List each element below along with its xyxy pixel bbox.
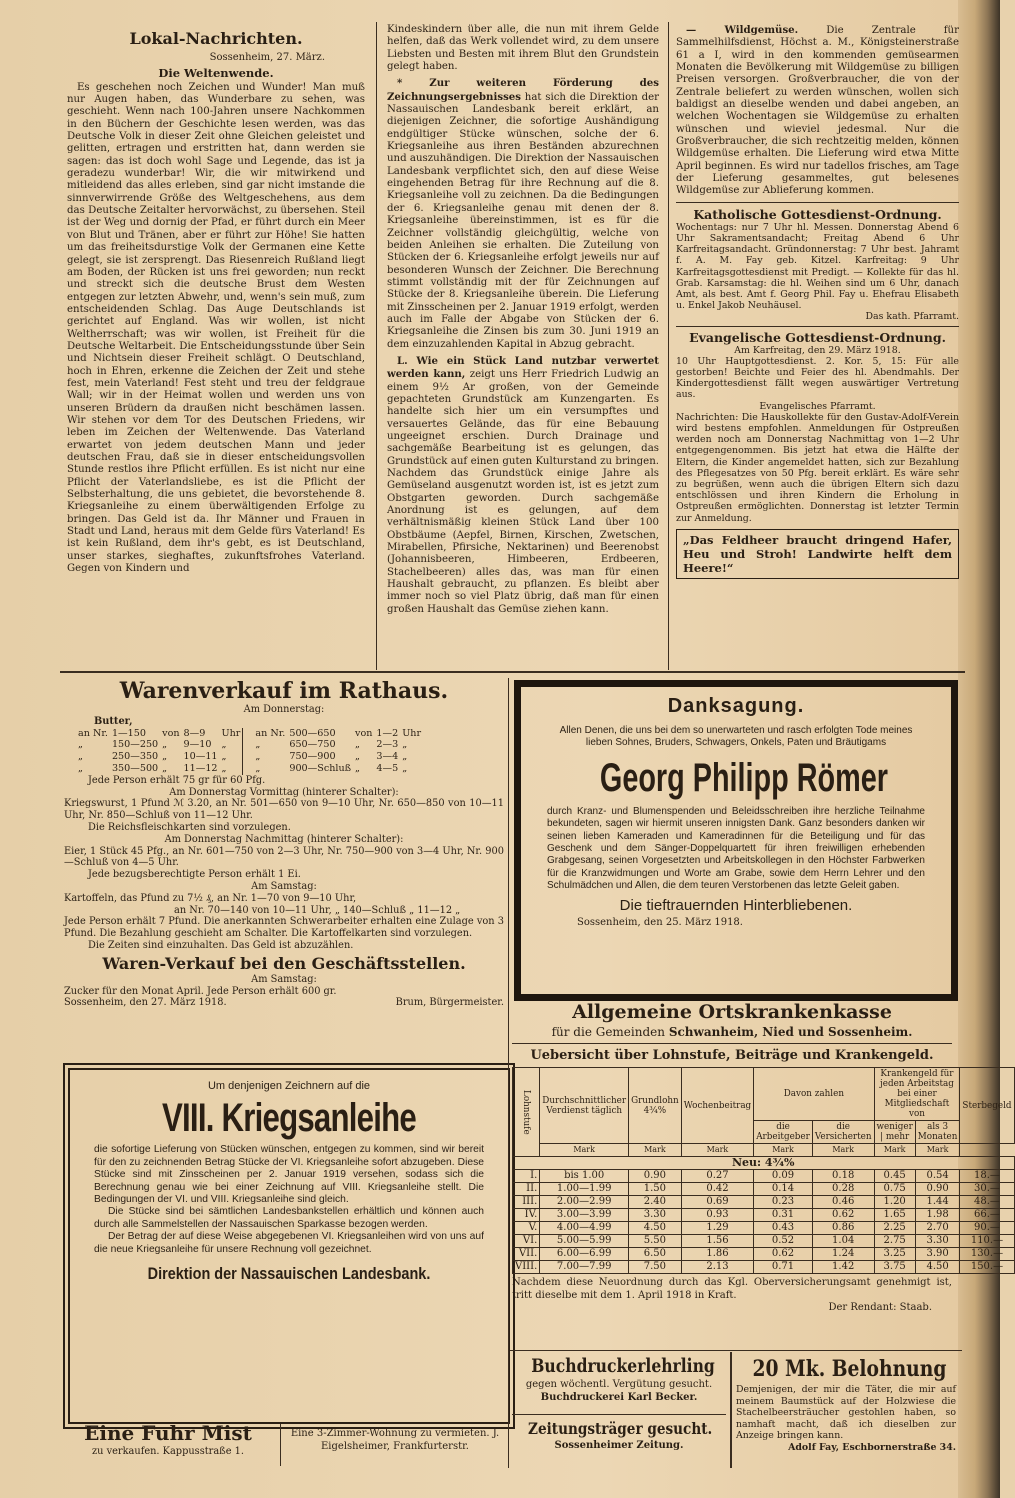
butter-cell: 11—12 <box>183 762 218 774</box>
aok-cell: 4.50 <box>915 1261 960 1274</box>
ev-title: Evangelische Gottesdienst-Ordnung. <box>689 329 946 345</box>
zeiten-note: Die Zeiten sind einzuhalten. Das Geld ist abzuzählen. <box>88 939 354 951</box>
zeitungstraeger-ad <box>512 1418 726 1466</box>
butter-cell: 650—750 <box>289 739 336 751</box>
aok-sub-pre: für die Gemeinden <box>551 1025 665 1039</box>
butter-row <box>76 763 423 775</box>
anleihe-sign: Direktion der Nassauischen Landesbank. <box>147 1264 431 1284</box>
waren-sub2: Am Donnerstag Vormittag (hinterer Schalter): <box>169 786 399 798</box>
aok-cell: 2.13 <box>681 1261 753 1274</box>
aok-table-title: Uebersicht über Lohnstufe, Beiträge und Krankengeld. <box>530 1048 934 1063</box>
article-body: Es geschehen noch Zeichen und Wunder! Man muß nur Augen haben, das Wunderbare zu sehen, was geschieht. Wenn nach 100-Jahren unsere Nachkommen in den Büchern der Geschichte lesen werden, was das Deutsche Volk in dieser Zeit ohne Gleichen geleistet und gelitten, ertragen und erstritten hat, dann werden sie sagen: das ist doch wohl Sage und Legende, das ist ja geradezu wunderbar! Wir, die wir mitwirkend und mitleidend das alles erleben, sind gar nicht imstande die sinnverwirrende Größe des Weltgeschehens, aus dem das Deutsche Zeitalter hervorwächst, zu übersehen. Steil ist der Weg und dornig der Pfad, er führt durch ein Meer von Blut und Tränen, aber er führt zur Höhe! Sie hatten um das freiheitsdurstige Volk der Germanen eine Kette gelegt, sie ist zersprengt. Das Riesenreich Rußland liegt am Boden, der Rücken ist uns frei geworden; nun reckt und streckt sich die deutsche Brust dem Westen entgegen zur letzten Abwehr, und, wenn's sein muß, zum entscheidenden Schlag. Das Auge Deutschlands ist gerichtet auf England. Was wir wollen, ist nicht Weltherrschaft; was wir wollen, ist Freiheit für die Deutsche Weltarbeit. Die Entscheidungsstunde über Sein und Nichtsein dieser Freiheit schlägt. O Deutschland, hoch in Ehren, erkenne die Zeichen der Zeit und stehe fest, mein Vaterland! Fest steht und treu der feldgraue Wall; wir in der Heimat wollen und werden uns von unseren Brüdern da draußen nicht beschämen lassen. Wir stehen vor dem Tor des Deutschen Friedens, wir leben im Zeichen der Weltenwende. Das Vaterland erwartet von jedem deutschen Mann und jeder deutschen Frau, daß sie in dieser entscheidungsvollen Stunde restlos ihre Pflicht erfüllen. Es ist nicht nur eine Pflicht der Vaterlandsliebe, es ist die Pflicht der Selbsterhaltung, die uns gebietet, die bevorstehende 8. Kriegsanleihe zu einem überwältigenden Erfolge zu bringen. Das Geld ist da. Ihr Männer und Frauen in Stadt und Land, heraus mit dem Gelde fürs Vaterland! Es ist kein Rußland, dem ihr's gebt, es ist Deutschland, unser starkes, sieghaftes, zukunftsfrohes Vaterland. Gegen von Kindern und <box>67 81 365 575</box>
unit-mark: Mark <box>754 1144 813 1157</box>
aok-subtitle <box>512 1024 952 1040</box>
aok-cell: 0.45 <box>874 1170 915 1183</box>
butter-note: Jede Person erhält 75 gr für 60 Pfg. <box>88 774 266 786</box>
aok-row <box>513 1196 1015 1209</box>
waren-signature <box>64 997 504 1009</box>
butter-cell: 750—900 <box>289 751 336 763</box>
aok-cell: 0.86 <box>812 1222 874 1235</box>
aok-cell: 3.90 <box>915 1248 960 1261</box>
aok-cell: 0.43 <box>754 1222 813 1235</box>
dank-name: Georg Philipp Römer <box>599 755 888 800</box>
col-krankengeld: Krankengeld für jeden Arbeitstag bei einer Mitgliedschaft von <box>874 1068 960 1121</box>
eier-note: Jede bezugsberechtigte Person erhält 1 Ei. <box>88 869 301 881</box>
waren-sub4: Am Samstag: <box>251 880 317 892</box>
kartoffel-line1: Kartoffeln, das Pfund zu 7½ ₰, an Nr. 1—70 von 9—10 Uhr, <box>64 892 357 904</box>
butter-cell: Uhr <box>402 727 422 739</box>
aok-cell: 1.04 <box>812 1235 874 1248</box>
aok-cell: 0.28 <box>812 1183 874 1196</box>
aok-cell: 1.65 <box>874 1209 915 1222</box>
aok-cell: 1.56 <box>681 1235 753 1248</box>
section-divider <box>60 671 965 673</box>
col-sterbegeld: Sterbegeld <box>960 1068 1014 1144</box>
zucker-text: Zucker für den Monat April. Jede Person erhält 600 gr. <box>64 985 337 997</box>
col-monate: als 3 Monaten <box>915 1121 960 1144</box>
section-title: Lokal-Nachrichten. <box>129 29 303 48</box>
aok-title: Allgemeine Ortskrankenkasse <box>572 1001 892 1023</box>
aok-cell: 3.30 <box>629 1209 682 1222</box>
aok-cell: 6.50 <box>629 1248 682 1261</box>
anleihe-title: VIII. Kriegsanleihe <box>162 1096 416 1141</box>
unit-mark: Mark <box>915 1144 960 1157</box>
aok-cell: 0.75 <box>874 1183 915 1196</box>
unit-mark: Mark <box>540 1144 629 1157</box>
lehrling-sub: gegen wöchentl. Vergütung gesucht. <box>525 1379 713 1390</box>
aok-cell: 1.42 <box>812 1261 874 1274</box>
ad-divider <box>512 1414 726 1415</box>
butter-cell: 9—10 <box>183 739 212 751</box>
aok-cell: 0.18 <box>812 1170 874 1183</box>
article-title: Die Weltenwende. <box>158 66 274 81</box>
aok-cell: 0.62 <box>754 1248 813 1261</box>
butter-cell: 150—250 <box>111 739 159 751</box>
butter-cell: 10—11 <box>183 751 218 763</box>
aok-cell: bis 1.00 <box>540 1170 629 1183</box>
column-middle <box>387 24 659 666</box>
butter-cell: „ <box>221 762 227 774</box>
butter-row <box>76 728 423 740</box>
aok-cell: 18.— <box>960 1170 1014 1183</box>
kartoffel-note: Jede Person erhält 7 Pfund. Die anerkannten Schwerarbeiter erhalten eine Zulage von 3 Pfund. Die Bezahlung geschieht am Schalter. Die Kartoffelkarten sind vorzulegen. <box>64 916 504 940</box>
butter-cell: 350—500 <box>111 762 159 774</box>
dank-title: Danksagung. <box>667 695 805 717</box>
aok-ad <box>512 1000 1012 1345</box>
aok-cell: 0.71 <box>754 1261 813 1274</box>
butter-cell: 2—3 <box>376 739 399 751</box>
divider <box>512 1043 952 1044</box>
aok-cell: VI. <box>513 1235 540 1248</box>
aok-cell: 0.14 <box>754 1183 813 1196</box>
butter-cell: „ <box>221 751 227 763</box>
butter-cell: 3—4 <box>376 751 399 763</box>
article-continued: Kindeskindern über alle, die nun mit ihrem Gelde helfen, daß das Werk vollendet wird, zu dem unsere Liebsten und Besten mit ihrem Blut den Grundstein gelegt haben. <box>387 24 659 73</box>
col-grundlohn: Grundlohn 4¾% <box>629 1068 682 1144</box>
butter-cell: 900—Schluß <box>289 762 352 774</box>
butter-cell: 500—650 <box>289 727 336 739</box>
aok-cell: 0.46 <box>812 1196 874 1209</box>
dank-body: durch Kranz- und Blumenspenden und Beleidsschreiben ihre herzliche Teilnahme bekundeten, sagen wir hiermit unseren innigsten Dank. Ganz besonders danken wir seinen lieben Kameraden und Kameradinnen für die Beteiligung und für das Geschenk und dem Sänger-Doppelquartett für ihren freiwilligen erhebenden Grabgesang, seinen Vorgesetzten und Arbeitskollegen in den Höchster Farbwerken für die Kranzwidmungen und Worte am Grabe, sowie dem Herrn Lehrer und den Schulmädchen und Allen, die dem teuren Verstorbenen das letzte Geleit gaben. <box>547 805 925 892</box>
anleihe-body3: Der Betrag der auf diese Weise abgegebenen VI. Kriegsanleihen wird von uns auf die neue Kriegsanleihe für unsere Rechnung voll gezeichnet. <box>94 1231 484 1255</box>
butter-cell: „ <box>243 739 287 751</box>
wildgemuese-lead: — Wildgemüse. <box>686 24 799 36</box>
aok-cell: 30.— <box>960 1183 1014 1196</box>
belohnung-ad <box>736 1354 956 1468</box>
butter-table <box>76 728 423 775</box>
aok-cell: 3.30 <box>915 1235 960 1248</box>
aok-table <box>512 1067 1015 1274</box>
waren-sign-place: Sossenheim, den 27. März 1918. <box>64 997 227 1009</box>
waren-sign-name: Brum, Bürgermeister. <box>395 997 504 1009</box>
aok-cell: 3.75 <box>874 1261 915 1274</box>
aok-cell: 2.40 <box>629 1196 682 1209</box>
aok-cell: 0.09 <box>754 1170 813 1183</box>
aok-cell: 1.24 <box>812 1248 874 1261</box>
lehrling-ad <box>512 1354 726 1412</box>
section-divider <box>510 1350 962 1351</box>
aok-cell: 3.25 <box>874 1248 915 1261</box>
ev-date: Am Karfreitag, den 29. März 1918. <box>734 344 901 356</box>
aok-cell: 130.— <box>960 1248 1014 1261</box>
aok-cell: 7.50 <box>629 1261 682 1274</box>
butter-cell: „ <box>402 762 408 774</box>
unit-mark: Mark <box>812 1144 874 1157</box>
aok-cell: 0.69 <box>681 1196 753 1209</box>
dank-intro: Allen Denen, die uns bei dem so unerwarteten und rasch erfolgten Tode meines lieben Sohnes, Bruders, Schwagers, Onkels, Paten und Bräutigams <box>559 725 913 749</box>
mist-title: Eine Fuhr Mist <box>84 1421 252 1445</box>
butter-cell: „ <box>162 762 168 774</box>
unit-mark: Mark <box>874 1144 915 1157</box>
aok-cell: 7.00—7.99 <box>540 1261 629 1274</box>
aok-cell: 0.90 <box>629 1170 682 1183</box>
butter-row <box>76 739 423 751</box>
aok-cell: VIII. <box>513 1261 540 1274</box>
aok-row <box>513 1235 1015 1248</box>
butter-cell: „ <box>355 751 361 763</box>
kriegsanleihe-ad <box>63 1063 515 1429</box>
aok-cell: VII. <box>513 1248 540 1261</box>
butter-cell: 8—9 <box>183 727 206 739</box>
belohnung-body: Demjenigen, der mir die Täter, die mir auf meinem Baumstück auf der Holzwiese die Stachelbeersträucher gestohlen haben, so namhaft macht, daß ich dieselben zur Anzeige bringen kann. <box>736 1384 956 1441</box>
eier-text: Eier, 1 Stück 45 Pfg., an Nr. 601—750 von 2—3 Uhr, Nr. 750—900 von 3—4 Uhr, Nr. 900—Schluß von 4—5 Uhr. <box>64 845 504 869</box>
wurst-note: Die Reichsfleischkarten sind vorzulegen. <box>88 821 291 833</box>
aok-cell: 0.52 <box>754 1235 813 1248</box>
lehrling-sign: Buchdruckerei Karl Becker. <box>540 1392 698 1403</box>
mist-sub: zu verkaufen. Kappusstraße 1. <box>92 1446 244 1457</box>
wurst-text: Kriegswurst, 1 Pfund ℳ 3.20, an Nr. 501—650 von 9—10 Uhr, Nr. 650—850 von 10—11 Uhr, Nr. 850—Schluß von 11—12 Uhr. <box>64 798 504 822</box>
aok-cell: 90.— <box>960 1222 1014 1235</box>
waren-sub3: Am Donnerstag Nachmittag (hinterer Schalter): <box>164 833 404 845</box>
wildgemuese-body: Die Zentrale für Sammelhilfsdienst, Höchst a. M., Königsteinerstraße 61 a I, wird in den kommenden gemüsearmen Monaten die Bevölkerung mit Wildgemüse zu billigen Preisen versorgen. Großverbraucher, die von der Zentrale beliefert zu werden wünschen, wollen sich baldigst an dieselbe wenden und dabei angeben, an welchen Wochentagen sie Wildgemüse zu erhalten wünschen und wieviel jedesmal. Nur die Großverbraucher, die sich rechtzeitig melden, können Wildgemüse erhalten. Die Lieferung wird etwa Mitte April beginnen. Es wird nur tadellos frisches, am Tage der Lieferung gesammeltes, gut belesenes Wildgemüse zur Ablieferung kommen. <box>676 25 959 197</box>
column-divider <box>376 22 377 670</box>
butter-cell: „ <box>402 751 408 763</box>
belohnung-sign: Adolf Fay, Eschbornerstraße 34. <box>788 1441 956 1453</box>
aok-neu: Neu: 4¾% <box>513 1157 1015 1170</box>
aok-cell: 1.98 <box>915 1209 960 1222</box>
butter-cell: an Nr. <box>78 727 108 739</box>
aok-cell: 2.25 <box>874 1222 915 1235</box>
butter-cell: von <box>355 727 373 739</box>
aok-cell: 0.90 <box>915 1183 960 1196</box>
waren-title2: Waren-Verkauf bei den Geschäftsstellen. <box>102 953 466 973</box>
butter-cell: an Nr. <box>243 728 287 740</box>
column-divider <box>668 22 669 670</box>
aok-cell: 1.20 <box>874 1196 915 1209</box>
warenverkauf-notice <box>64 678 504 1056</box>
col-wochenbeitrag: Wochenbeitrag <box>681 1068 753 1144</box>
butter-cell: „ <box>78 762 83 774</box>
aok-cell: 66.— <box>960 1209 1014 1222</box>
butter-row <box>76 751 423 763</box>
anleihe-top: Um denjenigen Zeichnern auf die <box>207 1080 371 1092</box>
col-versicherte: die Versicherten <box>812 1121 874 1144</box>
column-lokal-nachrichten <box>67 30 365 666</box>
kath-body: Wochentags: nur 7 Uhr hl. Messen. Donnerstag Abend 6 Uhr Sakramentsandacht; Freitag Abend 6 Uhr Karfreitagsandacht. Gründonnerstag: 7 Uhr best. Jahramt f. A. M. Fay geb. Kitzel. Karfreitag: 9 Uhr Karfreitagsgottesdienst mit Predigt. — Kollekte für das hl. Grab. Karsamstag: die hl. Weihen sind um 6 Uhr, danach Amt, als best. Amt f. Georg Phil. Fay u. Ehefrau Elisabeth u. Enkel Jakob Neuhäusel. <box>676 221 959 312</box>
butter-cell: 1—150 <box>111 727 146 739</box>
aok-cell: 1.00—1.99 <box>540 1183 629 1196</box>
aok-cell: V. <box>513 1222 540 1235</box>
aok-cell: I. <box>513 1170 540 1183</box>
belohnung-title: 20 Mk. Belohnung <box>752 1356 947 1382</box>
mist-ad <box>62 1420 274 1468</box>
butter-cell: Uhr <box>221 727 241 739</box>
aok-cell: 4.50 <box>629 1222 682 1235</box>
butter-cell: „ <box>78 751 83 763</box>
aok-cell: 2.70 <box>915 1222 960 1235</box>
article-zeichnung-lead: * Zur weiteren Förderung des Zeichnungsergebnisses <box>387 77 659 103</box>
ev-body: 10 Uhr Hauptgottesdienst. 2. Kor. 5, 15: Für alle gestorben! Beichte und Feier des hl. Abendmahls. Der Kindergottesdienst fällt wegen auswärtiger Vertretung aus. <box>676 355 959 401</box>
dank-place: Sossenheim, den 25. März 1918. <box>577 916 743 928</box>
butter-label: Butter, <box>94 715 133 727</box>
aok-cell: 0.27 <box>681 1170 753 1183</box>
article-land-body: zeigt uns Herr Friedrich Ludwig an einem 9½ Ar großen, von der Gemeinde gepachteten Grundstück am Kunzengarten. Es handelte sich hier um ein versumpftes und versauertes Gelände, das für eine Bebauung ungeeignet erschien. Durch Drainage und sachgemäße Bearbeitung ist es gelungen, das Grundstück auf einen guten Kulturstand zu bringen. Nachdem das Grundstück einige Jahre als Gemüseland ausgenutzt worden ist, ist es jetzt zum Obstgarten geworden. Durch sachgemäße Anordnung ist es gelungen, auf dem verhältnismäßig kleinen Stück Land über 100 Obstbäume (Aepfel, Birnen, Kirschen, Zwetschen, Mirabellen, Pfirsiche, Nektarinen) und Beerenobst (Johannisbeeren, Himbeeren, Erdbeeren, Stachelbeeren) alles das, was man für einen Haushalt gebraucht, zu pflanzen. Es bleibt aber immer noch so viel Platz übrig, daß man für einen großen Haushalt das Gemüse ziehen kann. <box>387 369 660 615</box>
column-right <box>676 24 959 669</box>
article-zeichnung-body: hat sich die Direktion der Nassauischen Landesbank bereit erklärt, an diejenigen Zeichner, die sofortige Aushändigung endgültiger Stücke wünschen, solche der 6. Kriegsanleihe aus ihren Beständen abzurechnen und auszuhändigen. Die Direktion der Nassauischen Landesbank verpflichtet sich, den auf diese Weise eingehenden Betrag für ihre Rechnung auf die 8. Kriegsanleihe voll zu zeichnen. Da die Bedingungen der 6. Kriegsanleihe genau mit denen der 8. Kriegsanleihe übereinstimmen, ist es für die Zeichner vollständig gleichgültig, welche von beiden Anleihen sie erhalten. Die Zuteilung von Stücken der 6. Kriegsanleihe erfolgt jeweils nur auf besonderen Wunsch der Zeichner. Die Berechnung stimmt vollständig mit der für Zeichnungen auf Stücke der 8. Kriegsanleihe überein. Die Lieferung mit Zinsscheinen per 2. Januar 1919 erfolgt, werden auch im Falle der Abgabe von Stücken der 6. Kriegsanleihe die Zinsen bis zum 30. Juni 1919 an dem einzuzahlenden Kapital in Abzug gebracht. <box>387 91 659 350</box>
aok-cell: 48.— <box>960 1196 1014 1209</box>
aok-cell: 0.62 <box>812 1209 874 1222</box>
zeitung-title: Zeitungsträger gesucht. <box>528 1419 713 1438</box>
aok-row <box>513 1248 1015 1261</box>
aok-cell: 2.75 <box>874 1235 915 1248</box>
lehrling-title: Buchdruckerlehrling <box>531 1355 715 1377</box>
divider <box>676 202 959 203</box>
aok-cell: 0.23 <box>754 1196 813 1209</box>
aok-cell: 110.— <box>960 1235 1014 1248</box>
aok-cell: 1.50 <box>629 1183 682 1196</box>
butter-cell: „ <box>402 739 408 751</box>
aok-sign: Der Rendant: Staab. <box>828 1302 932 1313</box>
article-wildgemuese <box>676 24 959 198</box>
kath-title: Katholische Gottesdienst-Ordnung. <box>693 206 942 222</box>
warenverkauf-title: Warenverkauf im Rathaus. <box>119 678 449 704</box>
danksagung-ad <box>514 680 958 1001</box>
col-weniger: weniger | mehr <box>874 1121 915 1144</box>
column-divider <box>508 678 509 1468</box>
dank-sign: Die tieftrauernden Hinterbliebenen. <box>619 896 853 914</box>
aok-cell: 1.86 <box>681 1248 753 1261</box>
aok-sub-names: Schwanheim, Nied und Sossenheim. <box>668 1025 913 1039</box>
aok-cell: 4.00—4.99 <box>540 1222 629 1235</box>
article-zeichnung <box>387 77 659 351</box>
kartoffel-line2: an Nr. 70—140 von 10—11 Uhr, „ 140—Schluß „ 11—12 „ <box>174 904 461 916</box>
aok-cell: 3.00—3.99 <box>540 1209 629 1222</box>
butter-cell: 4—5 <box>376 762 399 774</box>
aok-cell: II. <box>513 1183 540 1196</box>
butter-cell: „ <box>78 739 83 751</box>
col-lohnstufe: Lohnstufe <box>513 1068 540 1157</box>
ev-news: Nachrichten: Die Hauskollekte für den Gustav-Adolf-Verein wird bestens empfohlen. Anmeldungen für Ostpreußen werden noch am Donnerstag Nachmittag von 1—2 Uhr entgegengenommen. Bis jetzt hat etwa die Hälfte der Eltern, die Kinder angemeldet hatten, sich zur Bezahlung des Pflegesatzes von 50 Pfg. bereit erklärt. Es wäre sehr zu begrüßen, wenn auch die übrigen Eltern sich dazu entschlössen und ihren Kindern die Erholung in Ostpreußen ermöglichten. Donnerstag ist letzter Termin zur Anmeldung. <box>676 411 959 524</box>
aok-cell: 0.42 <box>681 1183 753 1196</box>
butter-cell: „ <box>221 739 227 751</box>
aok-cell: 5.50 <box>629 1235 682 1248</box>
aok-cell: IV. <box>513 1209 540 1222</box>
col-arbeitgeber: die Arbeitgeber <box>754 1121 813 1144</box>
aok-row <box>513 1222 1015 1235</box>
butter-cell: „ <box>243 751 287 763</box>
unit-mark: Mark <box>681 1144 753 1157</box>
unit-mark: Mark <box>629 1144 682 1157</box>
ad-divider <box>730 1352 732 1468</box>
aok-cell: 6.00—6.99 <box>540 1248 629 1261</box>
kath-sign: Das kath. Pfarramt. <box>865 311 959 323</box>
aok-row <box>513 1209 1015 1222</box>
col-davon: Davon zahlen <box>754 1068 874 1121</box>
aok-cell: 2.00—2.99 <box>540 1196 629 1209</box>
butter-cell: „ <box>162 739 168 751</box>
ev-sign: Evangelisches Pfarramt. <box>759 400 876 412</box>
anleihe-body2: Die Stücke sind bei sämtlichen Landesbankstellen erhältlich und können auch durch alle Sammelstellen der Nassauischen Sparkasse bezogen werden. <box>94 1206 484 1230</box>
ad-divider <box>280 1424 281 1466</box>
aok-cell: 0.54 <box>915 1170 960 1183</box>
zeitung-sign: Sossenheimer Zeitung. <box>554 1440 684 1451</box>
aok-cell: 0.93 <box>681 1209 753 1222</box>
aok-cell: 150.— <box>960 1261 1014 1274</box>
butter-cell: „ <box>355 762 361 774</box>
waren-sub5: Am Samstag: <box>251 973 317 985</box>
feldheer-notice: „Das Feldheer braucht dringend Hafer, Heu und Stroh! Landwirte helft dem Heere!“ <box>676 529 959 579</box>
aok-row <box>513 1170 1015 1183</box>
butter-cell: 1—2 <box>376 727 399 739</box>
aok-note: Nachdem diese Neuordnung durch das Kgl. Oberversicherungsamt genehmigt ist, tritt dieselbe mit dem 1. April 1918 in Kraft. <box>512 1277 952 1301</box>
aok-cell: 0.31 <box>754 1209 813 1222</box>
butter-cell: 250—350 <box>111 751 159 763</box>
waren-sub1: Am Donnerstag: <box>243 704 325 715</box>
butter-cell: von <box>162 727 180 739</box>
butter-cell: „ <box>162 751 168 763</box>
dateline: Sossenheim, 27. März. <box>209 52 325 63</box>
aok-cell: 5.00—5.99 <box>540 1235 629 1248</box>
butter-cell: „ <box>243 763 287 775</box>
article-land-lead: L. Wie ein Stück Land nutzbar verwertet werden kann, <box>387 354 659 381</box>
divider <box>676 326 959 327</box>
article-land <box>387 355 659 616</box>
aok-cell: 1.44 <box>915 1196 960 1209</box>
aok-cell: 1.29 <box>681 1222 753 1235</box>
aok-cell: III. <box>513 1196 540 1209</box>
aok-row <box>513 1261 1015 1274</box>
anleihe-body: die sofortige Lieferung von Stücken wünschen, entgegen zu kommen, sind wir bereit für den zu zeichnenden Betrag Stücke der VI. Kriegsanleihe sofort abzugeben. Diese Stücke sind mit Zinsscheinen per 2. Januar 1919 versehen, sodass sich die Berechnung genau wie bei einer Zeichnung auf VIII. Kriegsanleihe stellt. Die Bedingungen der VI. und VIII. Kriegsanleihe sind gleich. <box>94 1144 484 1206</box>
col-durchschnitt: Durchschnittlicher Verdienst täglich <box>540 1068 629 1144</box>
butter-cell: „ <box>355 739 361 751</box>
aok-row <box>513 1183 1015 1196</box>
wohnung-ad: Eine 3-Zimmer-Wohnung zu vermieten. J. Eigelsheimer, Frankfurterstr. <box>290 1428 500 1452</box>
